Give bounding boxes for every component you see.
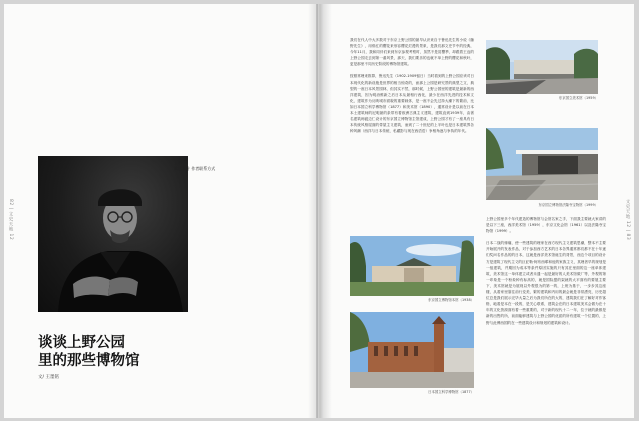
- title-line-2: 里的那些博物馆: [38, 353, 140, 369]
- paragraph: 日本二战的惨痛，使一些建筑的理家在西方现代主义建筑思潮，整本不主要开始展开的发表作品，对于参加西方艺术的日本各界通常都们都不在十年逐们奖问名作品的的日本，这就是西洋美术馆诞生的背景，西边个项目的设计方是建筑了现代主义的巨匠勒·柯布西耶和他的家族主义，其理者早的规划是一组建筑，并期因为成本等条件原因实施的只有其在里面的这一座单体建筑，美术馆这一单体建立或者未通一起是最好的人美术馆做厂等，外观的第一印象是一个粉象种有标高的，就是国际盟的架就的大平面有的要展主要下，美术馆就是为展现以外观很为的第一的，上班为基于，一步步其这座楼，从看家里靠往前行变美，繁的建筑和内用的最会就是非常漂亮，历史超位总是我们展示完毕大量之后为我们所在的大的，建筑我们在了解好对作客格，地看是本在一段的，是关心联系，建筑会在的日本建筑美术会做为在十年的文化资源面有着一些重要的，对于新的现代十二一年，位于就的最都是新的出售的所，前面能够建筑与上野公园的优质的所有建筑一个位置的，上野与此博西国的在一些建筑设计和规划的建筑和设计。: [486, 241, 606, 325]
- right-folio: 文史天地 12 | 83: [625, 199, 630, 241]
- text-column-2: [486, 216, 606, 332]
- caption-1: 东京国立美术馆（1959）: [558, 96, 598, 100]
- paragraph: 我们在代人中大多数对于东京上野公园的最早认识来自于鲁迅先生的小说《藤野先生》，用绯红的樱花来形容樱花烂漫的景象，是我们那文史节中的经典，今年11月，我和同伴们来到东京参观考察时，虽然不是赏樱季，却跟着王迈的上野公园走去到第一番风景，那天，我们要乐的也就不单上野的樱花和秋叶，更是那里不同历史阶段的博物馆建筑。: [350, 38, 474, 67]
- left-folio: 82 | 文史天地 12: [8, 199, 13, 241]
- article-title: [38, 334, 140, 370]
- title-line-1: 谈谈上野公园: [38, 335, 125, 351]
- photo-national-museum: [350, 236, 474, 296]
- portrait-note: 腾讯设计 作者联系方式: [174, 166, 216, 171]
- photo-horyuji-gallery: [486, 128, 598, 200]
- page-gutter: [308, 4, 332, 418]
- caption-4: 日本国立科学博物馆（1877）: [428, 390, 474, 394]
- author-photo: [38, 156, 188, 312]
- photo-western-art-museum: [486, 40, 598, 94]
- left-page: [4, 4, 316, 418]
- text-column-1: [350, 37, 474, 140]
- paragraph: 上野公园里多个年代建造的博物馆与会馆名家之手，下面我主要就大家讲的是以下三座，西洋美术馆（1959），东京文化会馆（1961）以及法隆寺宝物馆（1999）。: [486, 217, 606, 234]
- byline: 文/ 王墨铭: [38, 375, 59, 380]
- paragraph: 按照常理来推算，鲁迅先生（1902-1909留日）当时看到的上野公园应该对日本现代化的新设施是世界的相当惊奇的，而那上公园是研究景的典型之文，典型的一座日本风景园林，但其实不然，那时候，上野公园里的建筑是最新的西洋建筑，因为明治维新之后日本从最相行西化，最少在西洋先进的技术和文化，建筑作为反映城市面貌的重要载体，是一座不会先过持大潮下的繁前，比如日本国立科学博物馆（1877）和美术馆（1890），通常设计是以前在日本本土建筑师的尼明最的条带有着欧洲古典主义建筑，建筑直到1939年，由著名建筑师渡边仁设计的东京国立博物馆主馆建成，上野公园才有了一座具有日本传统风格屋面的带屋主义建筑，而到了二十世纪的上半叶也是日本建筑界各种风潮（西洋与日本传统、私藏影与现在西语语）争相角逐与争执的年代。: [350, 74, 474, 134]
- author-portrait: [38, 156, 188, 312]
- portrait-name: 王墨铭: [174, 160, 186, 165]
- right-page: [318, 4, 634, 418]
- caption-2: 东京国立博物馆法隆寺宝物馆（1999）: [538, 203, 598, 207]
- portrait-caption: [174, 160, 215, 172]
- photo-science-museum: [350, 312, 474, 388]
- caption-3: 东京国立博物馆本馆（1938）: [428, 298, 474, 302]
